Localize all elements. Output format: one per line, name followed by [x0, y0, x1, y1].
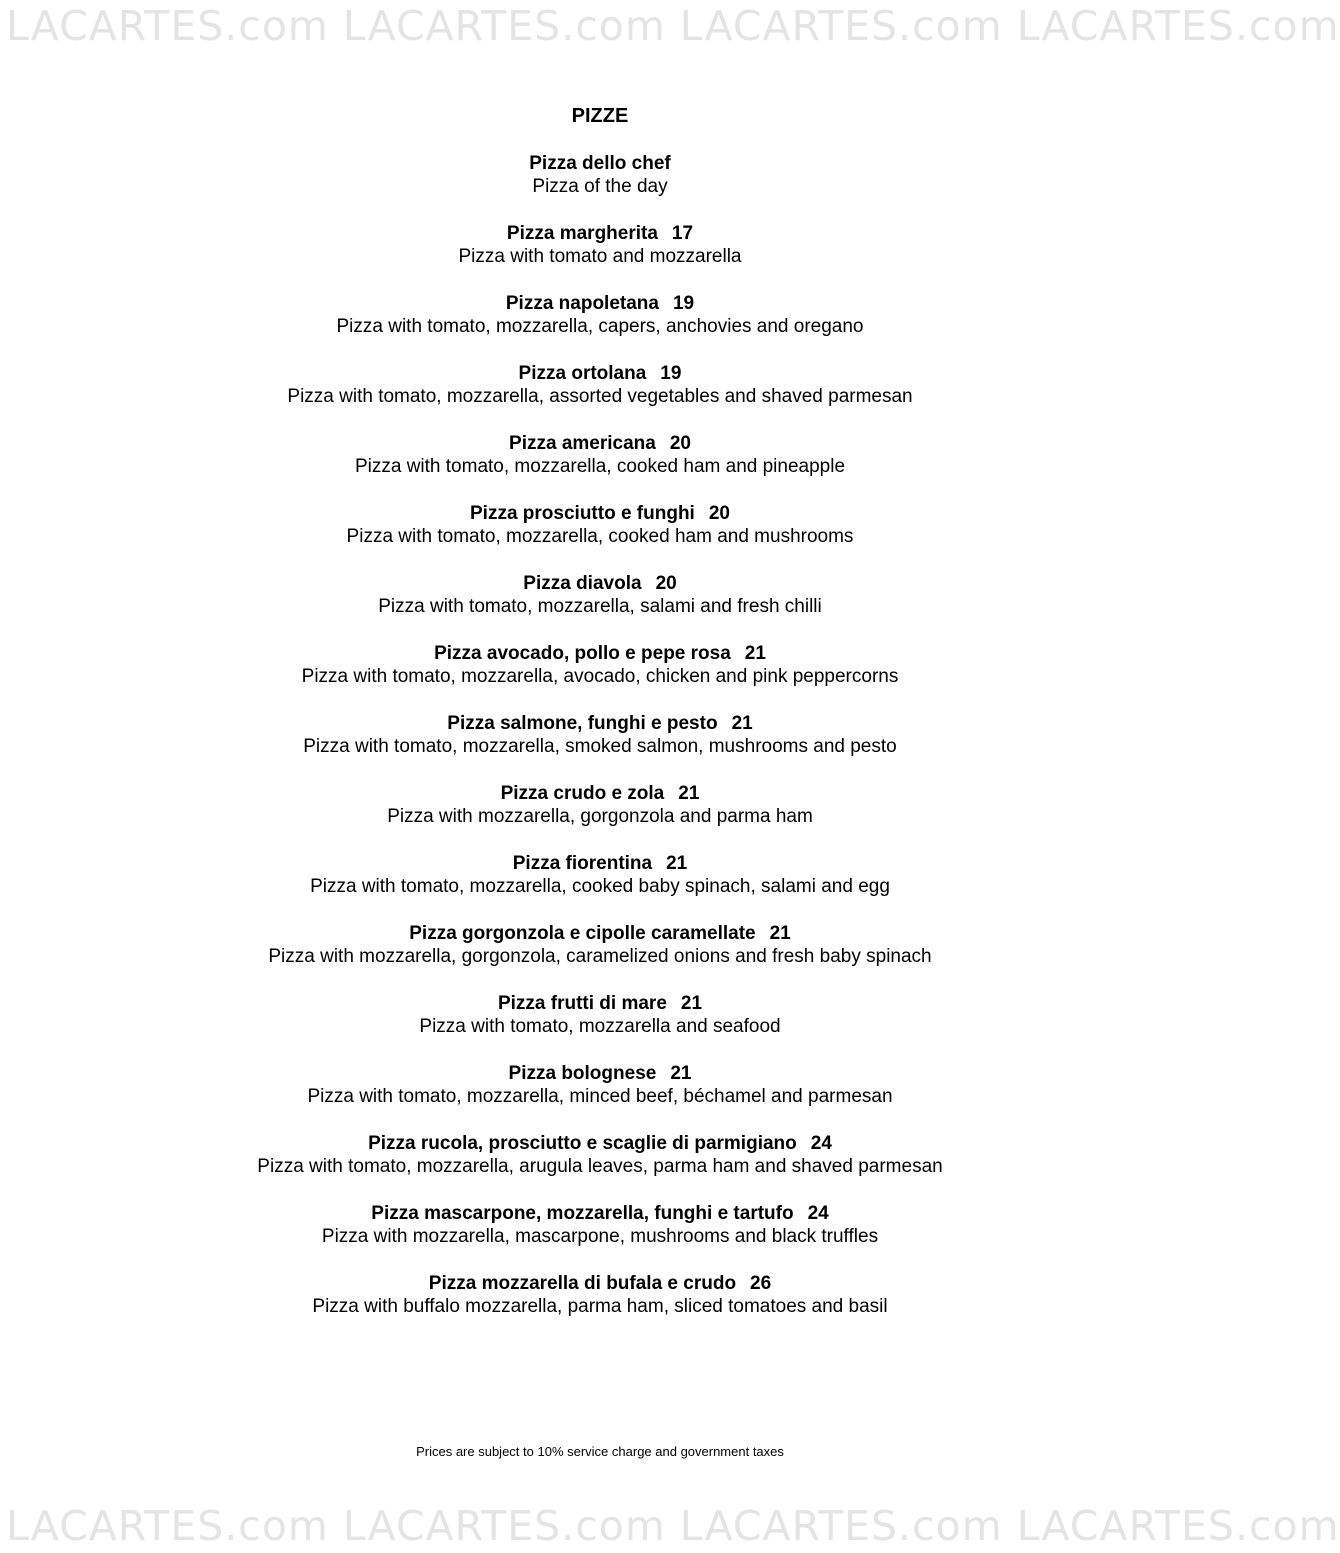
menu-item-name: Pizza ortolana [518, 363, 647, 384]
menu-item-price: 21 [769, 923, 791, 944]
menu-item-description: Pizza with mozzarella, gorgonzola, caramelized onions and fresh baby spinach [268, 946, 932, 967]
menu-item-heading [0, 642, 1200, 665]
menu-item-heading [0, 222, 1200, 245]
menu-item-name: Pizza mozzarella di bufala e crudo [428, 1273, 737, 1294]
menu-item-heading [0, 152, 1200, 175]
menu-item [0, 852, 1200, 922]
menu-item-price: 20 [655, 573, 677, 594]
menu-item-name: Pizza gorgonzola e cipolle caramellate [409, 923, 756, 944]
menu-item [0, 222, 1200, 292]
menu-item-description: Pizza with tomato, mozzarella, assorted vegetables and shaved parmesan [287, 386, 913, 407]
menu-item-description: Pizza with buffalo mozzarella, parma ham, sliced tomatoes and basil [312, 1296, 888, 1317]
menu-item [0, 1132, 1200, 1202]
menu-item-name: Pizza frutti di mare [497, 993, 667, 1014]
menu-item-heading [0, 852, 1200, 875]
menu-item-description: Pizza with tomato, mozzarella, smoked salmon, mushrooms and pesto [303, 736, 897, 757]
menu-item-description: Pizza with tomato, mozzarella, avocado, chicken and pink peppercorns [301, 666, 899, 687]
menu-item-description: Pizza with tomato, mozzarella, minced beef, béchamel and parmesan [307, 1086, 893, 1107]
menu-items [0, 152, 1200, 1342]
menu-item [0, 432, 1200, 502]
menu-item-price: 17 [671, 223, 694, 244]
menu-item-price: 21 [666, 853, 688, 874]
menu-item-heading [0, 1062, 1200, 1085]
menu-item-heading [0, 502, 1200, 525]
menu-item-description: Pizza with tomato and mozzarella [458, 246, 742, 267]
menu-item [0, 642, 1200, 712]
menu-item-description: Pizza with tomato, mozzarella, cooked ham and pineapple [354, 456, 846, 477]
menu-item-name: Pizza americana [509, 433, 656, 454]
menu-item-heading [0, 782, 1200, 805]
menu-item-name: Pizza prosciutto e funghi [470, 503, 695, 524]
menu-item [0, 782, 1200, 852]
menu-item-heading [0, 922, 1200, 945]
menu-item-price: 21 [744, 643, 766, 664]
menu-item-name: Pizza bolognese [508, 1063, 657, 1084]
menu-item-description: Pizza with mozzarella, mascarpone, mushrooms and black truffles [321, 1226, 879, 1247]
menu-item [0, 992, 1200, 1062]
menu-item-heading [0, 712, 1200, 735]
menu-item-price: 26 [750, 1273, 772, 1294]
menu-item [0, 1202, 1200, 1272]
menu-item-price: 24 [810, 1133, 832, 1154]
menu-item-description: Pizza with tomato, mozzarella and seafood [419, 1016, 781, 1037]
menu-item-price: 19 [660, 363, 682, 384]
menu-item-price: 21 [678, 783, 700, 804]
menu-item-name: Pizza fiorentina [512, 853, 653, 874]
menu-item-heading [0, 1272, 1200, 1295]
menu-item-price: 21 [670, 1063, 692, 1084]
menu-item-price: 19 [672, 293, 695, 314]
menu-item-description: Pizza with tomato, mozzarella, salami and fresh chilli [378, 596, 822, 617]
menu-item-name: Pizza dello chef [529, 153, 671, 174]
menu-item-price: 21 [680, 993, 703, 1014]
menu-item-name: Pizza margherita [506, 223, 658, 244]
menu-item [0, 712, 1200, 782]
menu-item-heading [0, 992, 1200, 1015]
menu-item [0, 362, 1200, 432]
menu-item-price: 20 [708, 503, 730, 524]
footer-note: Prices are subject to 10% service charge and government taxes [416, 1444, 784, 1459]
menu-item-heading [0, 572, 1200, 595]
menu-item-heading [0, 432, 1200, 455]
menu-item-heading [0, 362, 1200, 385]
menu-item-name: Pizza avocado, pollo e pepe rosa [434, 643, 731, 664]
menu-item-description: Pizza with tomato, mozzarella, arugula leaves, parma ham and shaved parmesan [257, 1156, 943, 1177]
menu-item-price: 20 [669, 433, 691, 454]
menu-item-heading [0, 1132, 1200, 1155]
menu-item-name: Pizza diavola [523, 573, 642, 594]
menu-item [0, 1062, 1200, 1132]
menu-item-name: Pizza rucola, prosciutto e scaglie di parmigiano [368, 1133, 797, 1154]
menu-item-description: Pizza with tomato, mozzarella, cooked baby spinach, salami and egg [310, 876, 890, 897]
menu-item-description: Pizza with mozzarella, gorgonzola and parma ham [387, 806, 813, 827]
watermark-top: LACARTES.com LACARTES.com LACARTES.com LACARTES.com [6, 2, 1340, 50]
menu-item-description: Pizza with tomato, mozzarella, cooked ham and mushrooms [346, 526, 854, 547]
menu-item [0, 922, 1200, 992]
menu-item-heading [0, 1202, 1200, 1225]
menu-item-description: Pizza with tomato, mozzarella, capers, anchovies and oregano [336, 316, 864, 337]
menu-item-name: Pizza napoletana [505, 293, 659, 314]
watermark-bottom: LACARTES.com LACARTES.com LACARTES.com LACARTES.com [6, 1502, 1340, 1550]
menu-item-price: 24 [807, 1203, 829, 1224]
menu-item-price: 21 [731, 713, 753, 734]
menu-item [0, 502, 1200, 572]
menu-item-heading [0, 292, 1200, 315]
menu-item [0, 292, 1200, 362]
menu-item [0, 1272, 1200, 1342]
section-title: PIZZE [571, 105, 629, 127]
menu [0, 104, 1200, 1342]
menu-item-description: Pizza of the day [532, 176, 668, 197]
menu-item-name: Pizza salmone, funghi e pesto [447, 713, 718, 734]
menu-item [0, 572, 1200, 642]
menu-item-name: Pizza mascarpone, mozzarella, funghi e tartufo [371, 1203, 794, 1224]
menu-item [0, 152, 1200, 222]
menu-item-name: Pizza crudo e zola [500, 783, 665, 804]
